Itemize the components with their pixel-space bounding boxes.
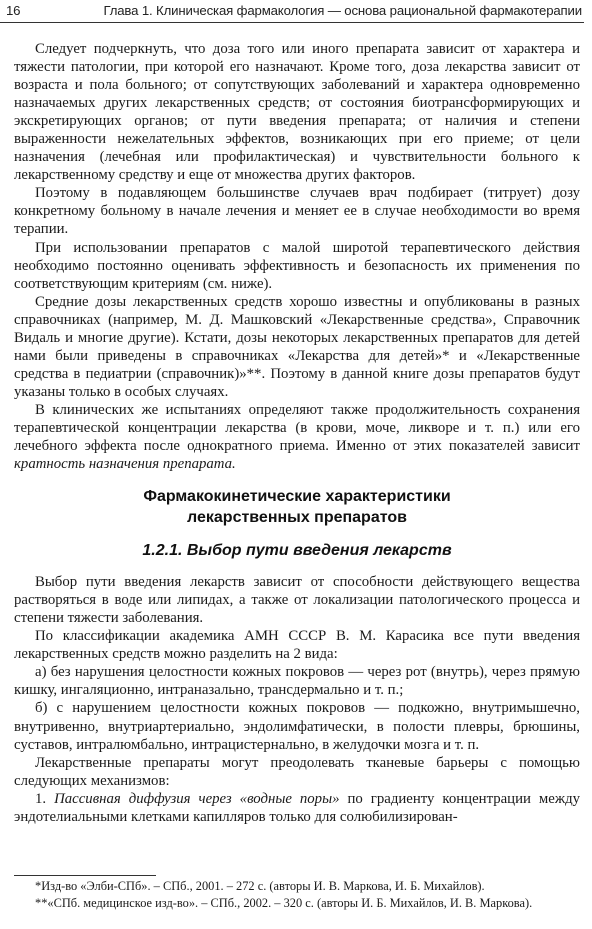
section-heading-line-2: лекарственных препаратов — [187, 509, 407, 527]
paragraph-karasik-classification: По классификации академика АМН СССР В. М. Карасика все пути введения лекарственных средств можно разделить на 2 вида: — [14, 628, 580, 663]
footnote-2: **«СПб. медицинское изд-во». – СПб., 2002. – 320 с. (авторы И. Б. Михайлов, И. В. Маркова). — [35, 895, 533, 910]
paragraph-tissue-barriers: Лекарственные препараты могут преодолевать тканевые барьеры с помощью следующих механизмов: — [14, 754, 580, 789]
footnote-1: *Изд-во «Элби-СПб». – СПб., 2001. – 272 с. (авторы И. В. Маркова, И. Б. Михайлов). — [35, 879, 485, 893]
paragraph-narrow-therapeutic-range: При использовании препаратов с малой широтой терапевтического действия необходимо постоянно оценивать эффективность и безопасность их применения по соответствующим критериям (см. ниже). — [14, 239, 580, 292]
paragraph-clinical-trials-text: В клинических же испытаниях определяют также продолжительность сохранения терапевтической концентрации лекарства (в крови, моче, ликворе и т. п.) или его лечебного эффекта после однократного приема. Именно от этих показателей зависит — [14, 401, 580, 455]
passive-diffusion-emphasis: Пассивная диффузия через «водные поры» — [54, 790, 340, 807]
footnotes — [14, 878, 580, 911]
paragraph-clinical-trials — [14, 401, 580, 473]
main-text — [14, 40, 580, 826]
paragraph-titration: Поэтому в подавляющем большинстве случаев врач подбирает (титрует) дозу конкретному больному в начале лечения и меняет ее в случае необходимости во время терапии. — [14, 185, 580, 238]
paragraph-passive-diffusion — [14, 790, 580, 826]
section-heading — [14, 486, 580, 528]
header-rule — [0, 22, 584, 23]
chapter-title: Глава 1. Клиническая фармакология — основа рациональной фармакотерапии — [103, 3, 582, 18]
page-number: 16 — [6, 3, 21, 18]
passive-diffusion-text: по градиенту концентрации между эндотелиальными клетками капилляров только для солюбилизирован- — [14, 790, 580, 825]
mechanism-number: 1. — [35, 790, 55, 807]
section-heading-line-1: Фармакокинетические характеристики — [143, 488, 451, 506]
running-head — [6, 3, 582, 23]
paragraph-route-choice: Выбор пути введения лекарств зависит от способности действующего вещества растворяться в воде или липидах, а также от локализации патологического процесса и степени тяжести заболевания. — [14, 574, 580, 627]
paragraph-dose-factors: Следует подчеркнуть, что доза того или иного препарата зависит от характера и тяжести патологии, при которой его назначают. Кроме того, доза лекарства зависит от возраста и пола больного; от сопутствующих заболеваний и характера одновременно назначаемых других лекарственных средств; от состояния биотрансформирующих и экскретирующих органов; от пути введения препарата; от наличия и степени выраженности нежелательных эффектов, возникающих при его приеме; от цели назначения (лечебная или профилактическая) и чувствительности больного к лекарственному средству и еще от множества других факторов. — [14, 41, 580, 184]
list-item-a: а) без нарушения целостности кожных покровов — через рот (внутрь), через прямую кишку, ингаляционно, интраназально, трансдермально и т. п.; — [14, 664, 580, 699]
subsection-heading: 1.2.1. Выбор пути введения лекарств — [142, 542, 452, 560]
dosing-frequency-emphasis: кратность назначения препарата. — [14, 456, 236, 473]
list-item-b: б) с нарушением целостности кожных покровов — подкожно, внутримышечно, внутривенно, внутриартериально, эндолимфатически, в полости плевры, брюшины, суставов, интралюмбально, интрацистернально, в желудочки мозга и т. п. — [14, 700, 580, 753]
footnote-rule — [14, 875, 156, 876]
paragraph-average-doses: Средние дозы лекарственных средств хорошо известны и опубликованы в разных справочниках (например, М. Д. Машковский «Лекарственные средства», Справочник Видаль и многие другие). Кстати, дозы некоторых лекарственных препаратов для детей нами были приведены в справочниках «Лекарства для детей»* и «Лекарственные средства в педиатрии (справочник)»**. Поэтому в данной книге дозы препаратов будут указаны только в особых случаях. — [14, 293, 580, 400]
